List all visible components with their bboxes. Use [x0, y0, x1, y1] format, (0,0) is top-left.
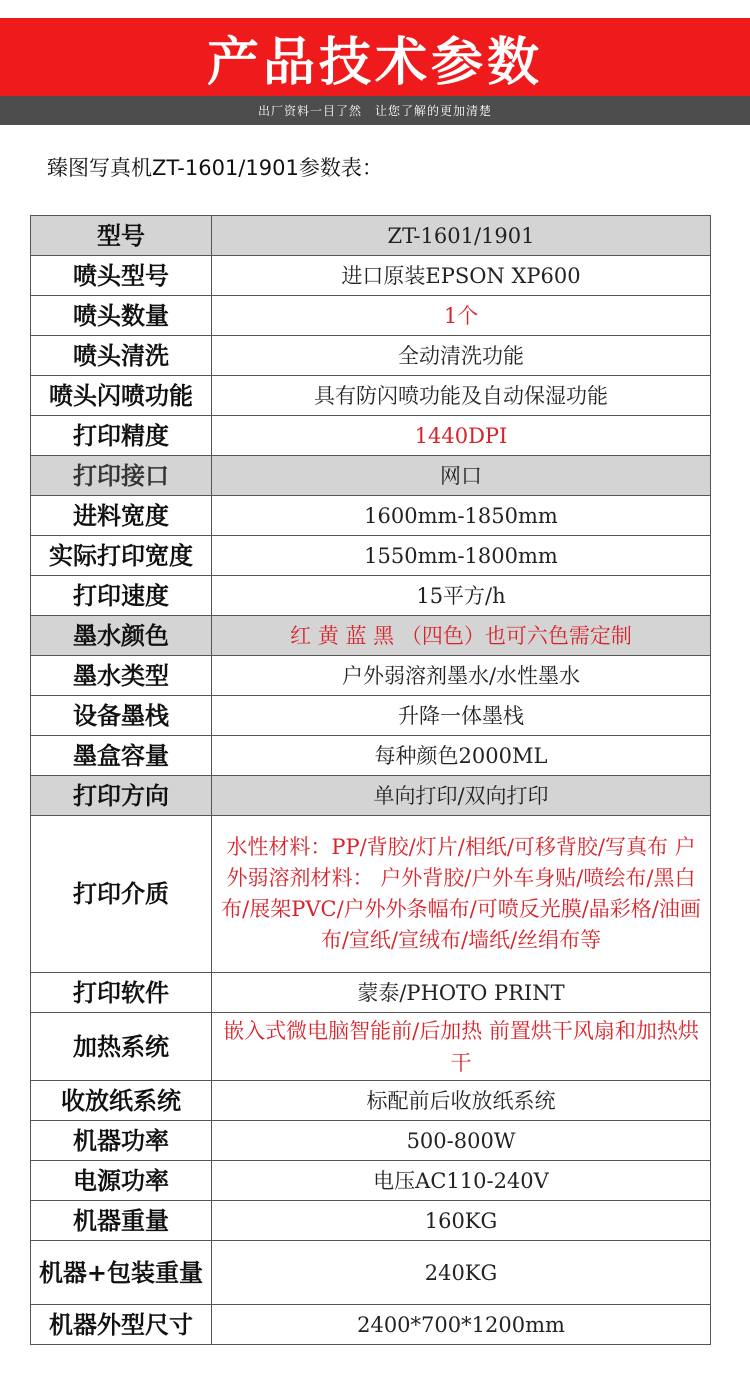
spec-key: 机器外型尺寸	[31, 1305, 212, 1345]
spec-key: 打印接口	[31, 456, 212, 496]
spec-value: 电压AC110-240V	[212, 1161, 711, 1201]
spec-key: 墨盒容量	[31, 736, 212, 776]
table-row	[31, 1121, 711, 1161]
spec-value: 1550mm-1800mm	[212, 536, 711, 576]
spec-value: 进口原装EPSON XP600	[212, 256, 711, 296]
spec-value: 160KG	[212, 1201, 711, 1241]
table-row	[31, 616, 711, 656]
table-row	[31, 656, 711, 696]
banner-title-bar	[0, 18, 750, 96]
spec-key: 墨水类型	[31, 656, 212, 696]
spec-value: 1个	[212, 296, 711, 336]
table-row	[31, 816, 711, 973]
spec-key: 喷头清洗	[31, 336, 212, 376]
table-row	[31, 1201, 711, 1241]
spec-value: ZT-1601/1901	[212, 216, 711, 256]
spec-value: 升降一体墨栈	[212, 696, 711, 736]
spec-value: 嵌入式微电脑智能前/后加热 前置烘干风扇和加热烘干	[212, 1013, 711, 1081]
table-row	[31, 216, 711, 256]
spec-table	[30, 215, 711, 1345]
banner-subtitle-bar	[0, 96, 750, 125]
spec-value: 500-800W	[212, 1121, 711, 1161]
spec-key: 进料宽度	[31, 496, 212, 536]
table-row	[31, 336, 711, 376]
spec-key: 型号	[31, 216, 212, 256]
spec-value: 单向打印/双向打印	[212, 776, 711, 816]
table-row	[31, 736, 711, 776]
table-row	[31, 1161, 711, 1201]
spec-key: 设备墨栈	[31, 696, 212, 736]
spec-value: 每种颜色2000ML	[212, 736, 711, 776]
spec-value: 全动清洗功能	[212, 336, 711, 376]
table-row	[31, 1241, 711, 1305]
table-row	[31, 536, 711, 576]
table-row	[31, 1081, 711, 1121]
spec-key: 打印速度	[31, 576, 212, 616]
spec-value: 水性材料：PP/背胶/灯片/相纸/可移背胶/写真布 户外弱溶剂材料： 户外背胶/户外车身贴/喷绘布/黑白布/展架PVC/户外外条幅布/可喷反光膜/晶彩格/油画布/宣纸/宣绒布/墙纸/丝绢布等	[212, 816, 711, 973]
table-row	[31, 576, 711, 616]
banner-subtitle: 出厂资料一目了然 让您了解的更加清楚	[257, 104, 492, 118]
spec-key: 打印介质	[31, 816, 212, 973]
spec-value: 240KG	[212, 1241, 711, 1305]
spec-key: 打印精度	[31, 416, 212, 456]
spec-key: 机器+包装重量	[31, 1241, 212, 1305]
spec-value: 1440DPI	[212, 416, 711, 456]
spec-key: 电源功率	[31, 1161, 212, 1201]
table-row	[31, 1013, 711, 1081]
table-row	[31, 973, 711, 1013]
table-row	[31, 416, 711, 456]
table-row	[31, 496, 711, 536]
header-banner	[0, 0, 750, 125]
table-row	[31, 376, 711, 416]
spec-value: 蒙泰/PHOTO PRINT	[212, 973, 711, 1013]
spec-value: 具有防闪喷功能及自动保湿功能	[212, 376, 711, 416]
spec-key: 喷头闪喷功能	[31, 376, 212, 416]
spec-key: 收放纸系统	[31, 1081, 212, 1121]
spec-key: 机器功率	[31, 1121, 212, 1161]
spec-key: 打印软件	[31, 973, 212, 1013]
spec-value: 2400*700*1200mm	[212, 1305, 711, 1345]
spec-key: 喷头数量	[31, 296, 212, 336]
spec-key: 喷头型号	[31, 256, 212, 296]
spec-sheet-title: 臻图写真机ZT-1601/1901参数表：	[47, 156, 383, 180]
spec-value: 红 黄 蓝 黑 （四色）也可六色需定制	[212, 616, 711, 656]
spec-key: 机器重量	[31, 1201, 212, 1241]
spec-key: 实际打印宽度	[31, 536, 212, 576]
spec-key: 墨水颜色	[31, 616, 212, 656]
spec-value: 15平方/h	[212, 576, 711, 616]
spec-value: 1600mm-1850mm	[212, 496, 711, 536]
spec-value: 标配前后收放纸系统	[212, 1081, 711, 1121]
banner-title: 产品技术参数	[206, 32, 543, 93]
spec-value: 网口	[212, 456, 711, 496]
table-row	[31, 776, 711, 816]
table-row	[31, 256, 711, 296]
spec-key: 加热系统	[31, 1013, 212, 1081]
table-row	[31, 456, 711, 496]
table-row	[31, 1305, 711, 1345]
table-row	[31, 696, 711, 736]
spec-key: 打印方向	[31, 776, 212, 816]
spec-value: 户外弱溶剂墨水/水性墨水	[212, 656, 711, 696]
table-row	[31, 296, 711, 336]
